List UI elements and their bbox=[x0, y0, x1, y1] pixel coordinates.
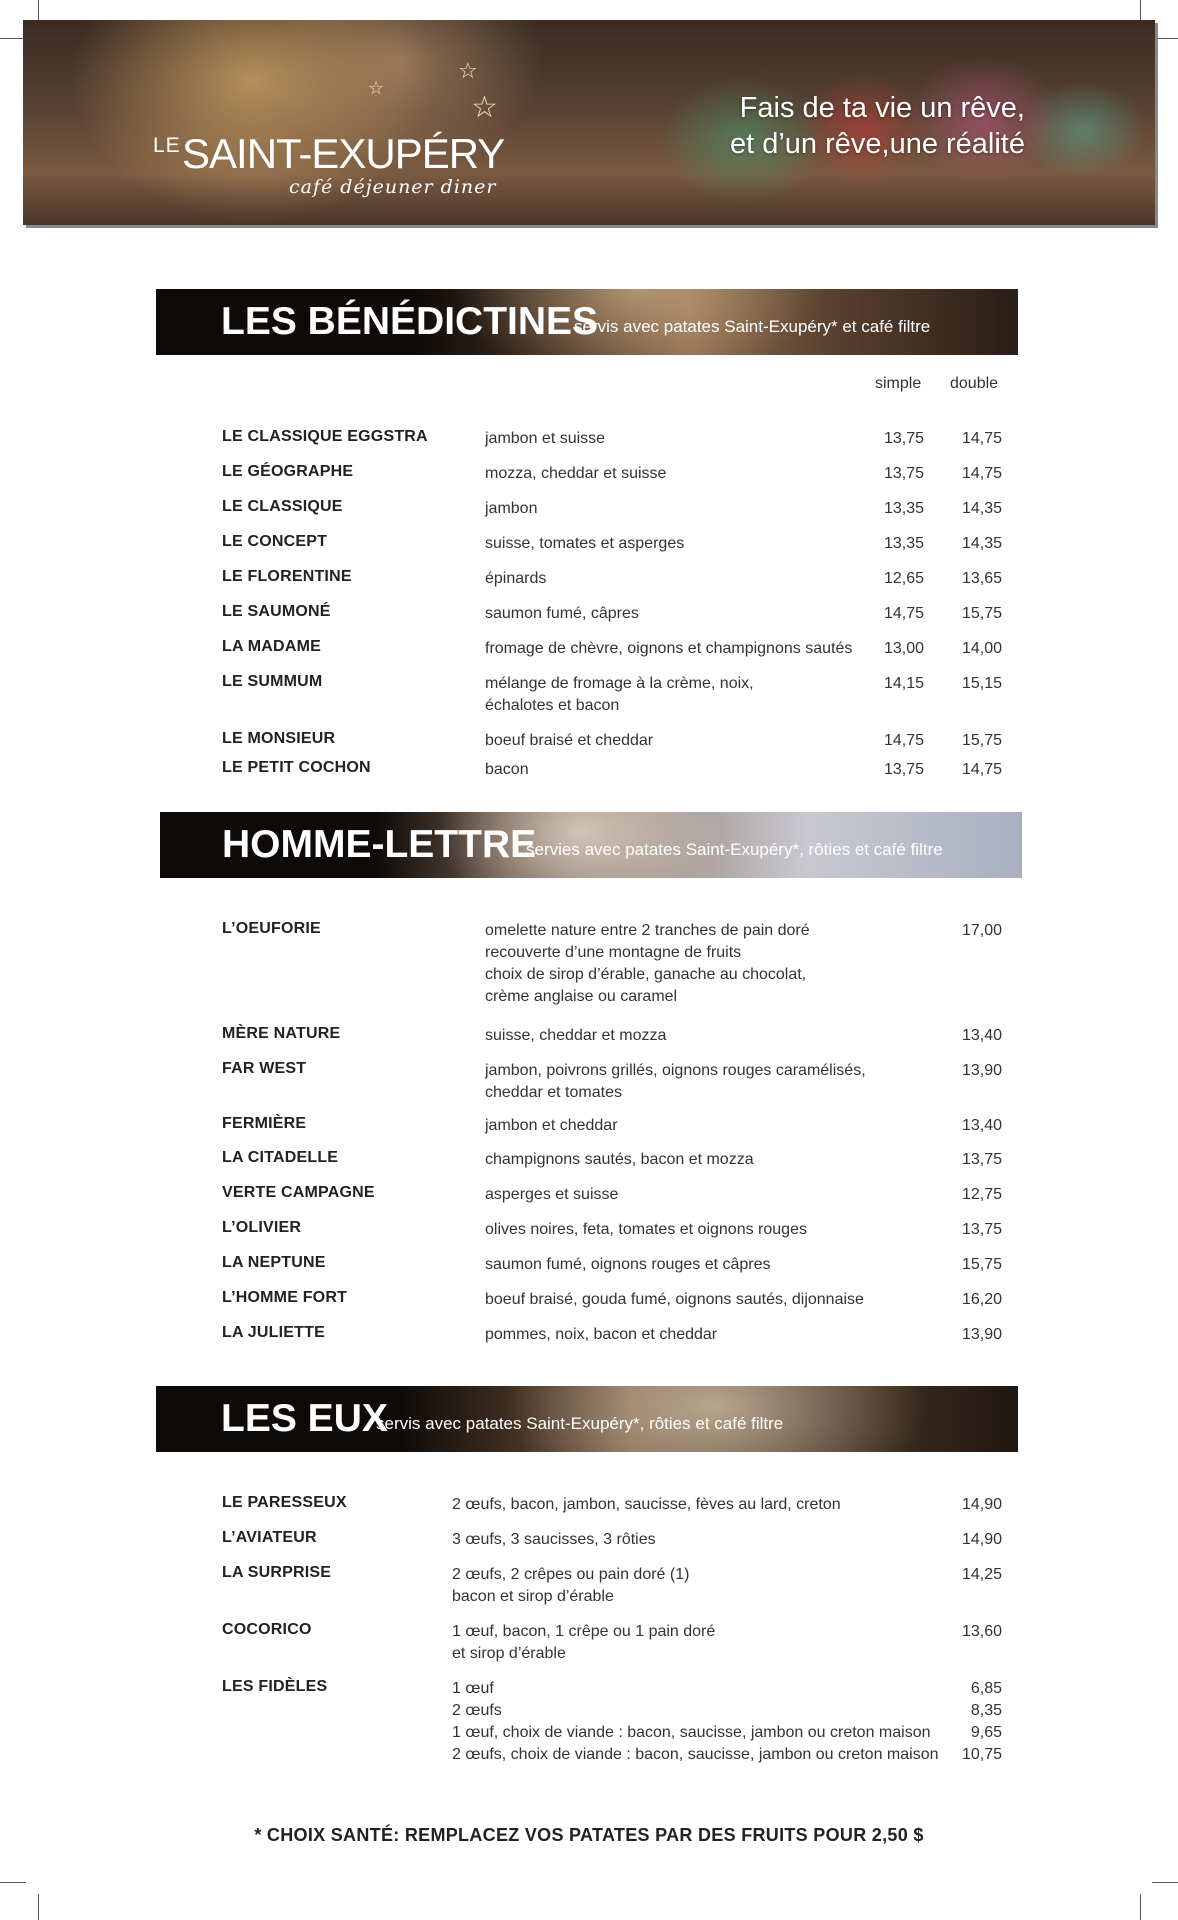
price-simple: 13,75 bbox=[883, 465, 924, 482]
item-description bbox=[452, 1494, 841, 1516]
description-line: mozza, cheddar et suisse bbox=[485, 465, 667, 482]
price-simple: 13,35 bbox=[883, 535, 924, 552]
item-name: L’AVIATEUR bbox=[222, 1529, 317, 1546]
item-name: LA CITADELLE bbox=[222, 1149, 339, 1166]
description-line: 3 œufs, 3 saucisses, 3 rôties bbox=[452, 1531, 656, 1548]
section-title: LES BÉNÉDICTINES bbox=[221, 300, 599, 343]
item-description bbox=[485, 463, 666, 485]
star-icon: ☆ bbox=[368, 78, 385, 98]
description-line: épinards bbox=[485, 570, 547, 587]
price-double: 14,75 bbox=[961, 465, 1002, 482]
price-simple: 14,15 bbox=[883, 675, 924, 692]
section-header-benedictines bbox=[156, 289, 1018, 355]
section-subtitle: servis avec patates Saint-Exupéry*, rôties et café filtre bbox=[376, 1414, 784, 1433]
price-list bbox=[942, 1529, 1002, 1551]
crop-mark bbox=[1152, 38, 1178, 39]
price-list bbox=[942, 1564, 1002, 1586]
description-line: choix de sirop d’érable, ganache au chocolat, bbox=[485, 966, 807, 983]
price-simple: 14,75 bbox=[883, 605, 924, 622]
price: 13,40 bbox=[961, 1117, 1002, 1134]
item-description bbox=[485, 638, 852, 660]
logo-name: SAINT-EXUPÉRY bbox=[182, 130, 505, 177]
description-line: 1 œuf, bacon, 1 crêpe ou 1 pain doré bbox=[452, 1623, 716, 1640]
item-description bbox=[485, 759, 529, 781]
item-name: LE SUMMUM bbox=[222, 673, 323, 690]
description-line: et sirop d’érable bbox=[452, 1645, 566, 1662]
item-name: LA SURPRISE bbox=[222, 1564, 332, 1581]
price-double: 15,75 bbox=[961, 605, 1002, 622]
price-simple: 12,65 bbox=[883, 570, 924, 587]
price: 13,60 bbox=[961, 1623, 1002, 1640]
price: 6,85 bbox=[970, 1680, 1002, 1697]
item-description bbox=[452, 1678, 938, 1766]
item-name: FAR WEST bbox=[222, 1060, 307, 1077]
price: 13,90 bbox=[961, 1062, 1002, 1079]
item-description bbox=[485, 1324, 717, 1346]
price-simple: 14,75 bbox=[883, 732, 924, 749]
description-line: jambon, poivrons grillés, oignons rouges caramélisés, bbox=[485, 1062, 866, 1079]
logo-subtitle: café déjeuner diner bbox=[289, 176, 497, 198]
crop-mark bbox=[0, 1882, 26, 1883]
item-description bbox=[485, 920, 810, 1008]
description-line: pommes, noix, bacon et cheddar bbox=[485, 1326, 718, 1343]
item-description bbox=[452, 1621, 715, 1665]
description-line: asperges et suisse bbox=[485, 1186, 619, 1203]
item-name: LE FLORENTINE bbox=[222, 568, 352, 585]
item-name: LE PARESSEUX bbox=[222, 1494, 347, 1511]
description-line: suisse, tomates et asperges bbox=[485, 535, 685, 552]
item-name: LES FIDÈLES bbox=[222, 1678, 328, 1695]
price-simple: 13,35 bbox=[883, 500, 924, 517]
description-line: 2 œufs, 2 crêpes ou pain doré (1) bbox=[452, 1566, 690, 1583]
item-description bbox=[485, 498, 537, 520]
tagline bbox=[730, 90, 1025, 162]
header-banner bbox=[23, 20, 1155, 225]
item-description bbox=[485, 533, 684, 555]
description-line: jambon et cheddar bbox=[485, 1117, 618, 1134]
section-header-homme-lettre bbox=[160, 812, 1022, 878]
description-line: cheddar et tomates bbox=[485, 1084, 622, 1101]
price: 13,75 bbox=[961, 1151, 1002, 1168]
star-icon: ☆ bbox=[471, 91, 498, 124]
description-line: bacon bbox=[485, 761, 529, 778]
column-header-simple: simple bbox=[875, 375, 922, 392]
item-description bbox=[485, 428, 605, 450]
description-line: bacon et sirop d’érable bbox=[452, 1588, 614, 1605]
description-line: saumon fumé, oignons rouges et câpres bbox=[485, 1256, 771, 1273]
price: 13,40 bbox=[961, 1027, 1002, 1044]
item-description bbox=[485, 1254, 771, 1276]
item-description bbox=[485, 673, 754, 717]
price-simple: 13,00 bbox=[883, 640, 924, 657]
price: 14,90 bbox=[961, 1531, 1002, 1548]
item-name: LE GÉOGRAPHE bbox=[222, 463, 354, 480]
item-description bbox=[485, 568, 546, 590]
item-description bbox=[485, 1025, 666, 1047]
price: 9,65 bbox=[970, 1724, 1002, 1741]
item-name: LA NEPTUNE bbox=[222, 1254, 326, 1271]
description-line: omelette nature entre 2 tranches de pain doré bbox=[485, 922, 810, 939]
price: 13,90 bbox=[961, 1326, 1002, 1343]
price-double: 14,75 bbox=[961, 430, 1002, 447]
price-double: 13,65 bbox=[961, 570, 1002, 587]
section-subtitle: servis avec patates Saint-Exupéry* et café filtre bbox=[574, 317, 931, 336]
item-name: LA MADAME bbox=[222, 638, 321, 655]
price: 17,00 bbox=[961, 922, 1002, 939]
crop-mark bbox=[38, 1894, 39, 1920]
price-list bbox=[942, 1621, 1002, 1643]
description-line: olives noires, feta, tomates et oignons rouges bbox=[485, 1221, 807, 1238]
price: 14,25 bbox=[961, 1566, 1002, 1583]
description-line: 2 œufs, choix de viande : bacon, saucisse, jambon ou creton maison bbox=[452, 1746, 939, 1763]
description-line: 1 œuf bbox=[452, 1680, 494, 1697]
description-line: recouverte d’une montagne de fruits bbox=[485, 944, 742, 961]
price: 10,75 bbox=[961, 1746, 1002, 1763]
price-double: 14,75 bbox=[961, 761, 1002, 778]
section-title: HOMME-LETTRE bbox=[222, 823, 537, 866]
item-name: FERMIÈRE bbox=[222, 1115, 307, 1132]
description-line: jambon bbox=[485, 500, 538, 517]
description-line: crème anglaise ou caramel bbox=[485, 988, 678, 1005]
description-line: boeuf braisé et cheddar bbox=[485, 732, 654, 749]
column-header-double: double bbox=[950, 375, 999, 392]
item-description bbox=[485, 603, 639, 625]
item-description bbox=[485, 1149, 754, 1171]
price: 14,90 bbox=[961, 1496, 1002, 1513]
section-subtitle: servies avec patates Saint-Exupéry*, rôties et café filtre bbox=[526, 840, 943, 859]
item-description bbox=[485, 1060, 866, 1104]
price: 16,20 bbox=[961, 1291, 1002, 1308]
description-line: jambon et suisse bbox=[485, 430, 606, 447]
price-simple: 13,75 bbox=[883, 430, 924, 447]
item-name: MÈRE NATURE bbox=[222, 1025, 341, 1042]
item-description bbox=[485, 1115, 618, 1137]
item-name: L’HOMME FORT bbox=[222, 1289, 348, 1306]
item-name: LE PETIT COCHON bbox=[222, 759, 371, 776]
description-line: champignons sautés, bacon et mozza bbox=[485, 1151, 754, 1168]
description-line: boeuf braisé, gouda fumé, oignons sautés, dijonnaise bbox=[485, 1291, 864, 1308]
item-description bbox=[485, 730, 653, 752]
price-double: 14,35 bbox=[961, 535, 1002, 552]
description-line: saumon fumé, câpres bbox=[485, 605, 639, 622]
item-name: LE CLASSIQUE bbox=[222, 498, 343, 515]
item-description bbox=[452, 1529, 656, 1551]
price-double: 14,00 bbox=[961, 640, 1002, 657]
item-name: COCORICO bbox=[222, 1621, 312, 1638]
item-description bbox=[485, 1184, 618, 1206]
price-list bbox=[942, 1678, 1002, 1766]
item-name: LE MONSIEUR bbox=[222, 730, 336, 747]
item-name: LE CONCEPT bbox=[222, 533, 328, 550]
price-double: 14,35 bbox=[961, 500, 1002, 517]
item-description bbox=[452, 1564, 689, 1608]
price-double: 15,15 bbox=[961, 675, 1002, 692]
logo-le: LE bbox=[153, 134, 181, 157]
star-icon: ☆ bbox=[458, 58, 478, 83]
section-title: LES EUX bbox=[221, 1397, 388, 1440]
description-line: 2 œufs, bacon, jambon, saucisse, fèves au lard, creton bbox=[452, 1496, 841, 1513]
item-name: L’OLIVIER bbox=[222, 1219, 302, 1236]
crop-mark bbox=[1140, 1894, 1141, 1920]
item-name: LE SAUMONÉ bbox=[222, 603, 331, 620]
price: 13,75 bbox=[961, 1221, 1002, 1238]
tagline-line-2: et d’un rêve,une réalité bbox=[729, 128, 1025, 160]
footer-note: * CHOIX SANTÉ: REMPLACEZ VOS PATATES PAR DES FRUITS POUR 2,50 $ bbox=[254, 1825, 924, 1845]
item-name: L’OEUFORIE bbox=[222, 920, 321, 937]
description-line: échalotes et bacon bbox=[485, 697, 620, 714]
item-name: LA JULIETTE bbox=[222, 1324, 325, 1341]
price-simple: 13,75 bbox=[883, 761, 924, 778]
description-line: 1 œuf, choix de viande : bacon, saucisse, jambon ou creton maison bbox=[452, 1724, 931, 1741]
price-double: 15,75 bbox=[961, 732, 1002, 749]
price: 12,75 bbox=[961, 1186, 1002, 1203]
description-line: suisse, cheddar et mozza bbox=[485, 1027, 667, 1044]
section-header-eux bbox=[156, 1386, 1018, 1452]
description-line: fromage de chèvre, oignons et champignons sautés bbox=[485, 640, 853, 657]
item-description bbox=[485, 1289, 864, 1311]
item-name: LE CLASSIQUE EGGSTRA bbox=[222, 428, 428, 445]
price: 8,35 bbox=[970, 1702, 1002, 1719]
tagline-line-1: Fais de ta vie un rêve, bbox=[739, 92, 1025, 124]
item-name: VERTE CAMPAGNE bbox=[222, 1184, 375, 1201]
description-line: mélange de fromage à la crème, noix, bbox=[485, 675, 754, 692]
price: 15,75 bbox=[961, 1256, 1002, 1273]
crop-mark bbox=[1152, 1882, 1178, 1883]
price-list bbox=[942, 1494, 1002, 1516]
item-description bbox=[485, 1219, 807, 1241]
description-line: 2 œufs bbox=[452, 1702, 502, 1719]
